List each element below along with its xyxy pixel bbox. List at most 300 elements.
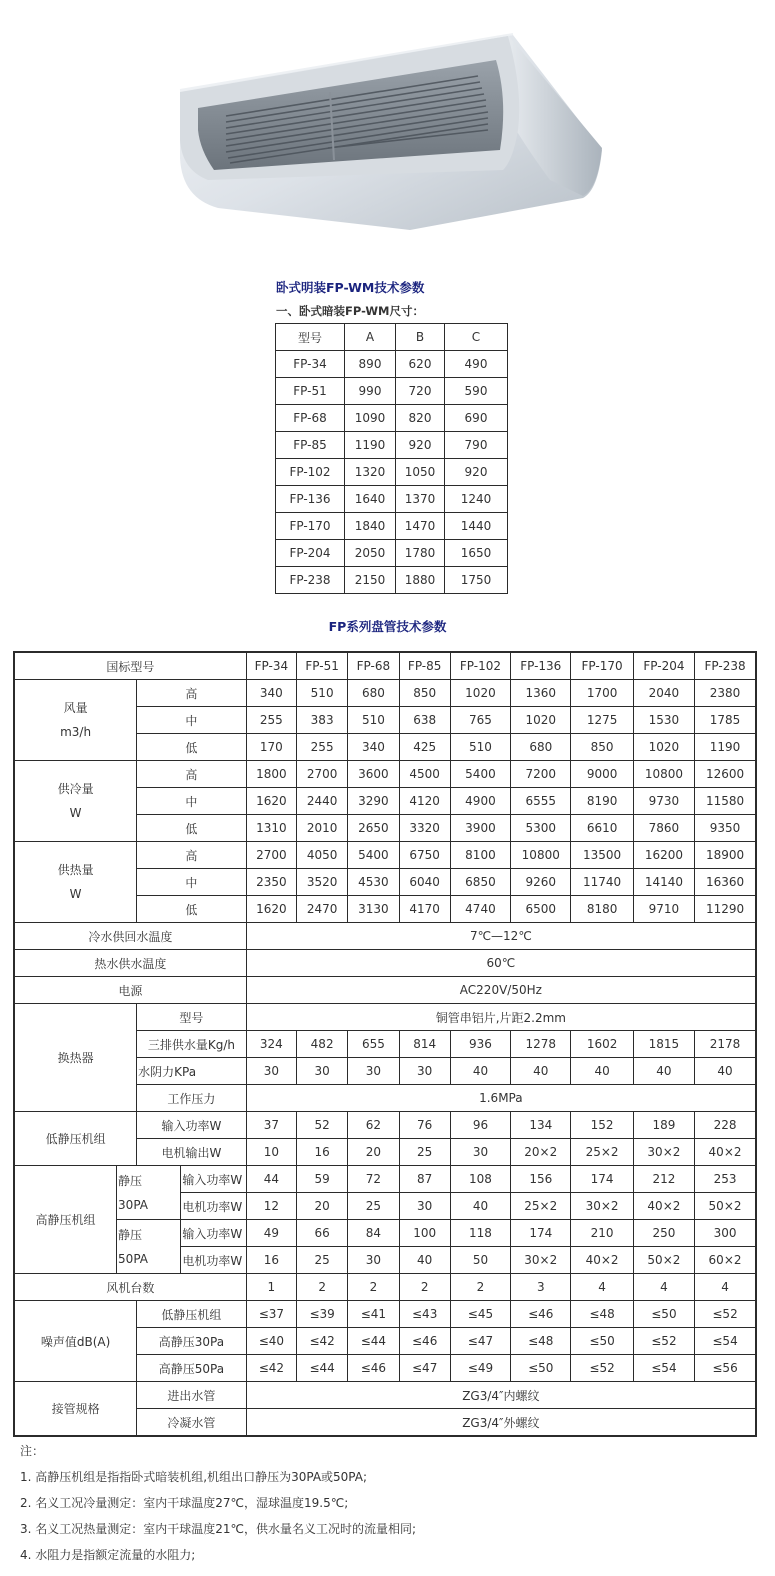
noise-value: ≤40	[246, 1328, 296, 1355]
airflow-value: 510	[297, 680, 348, 707]
heat-exchanger-label: 换热器	[14, 1004, 137, 1112]
cooling-capacity-value: 7200	[511, 761, 571, 788]
cooling-capacity-value: 7860	[633, 815, 694, 842]
working-pressure-label: 工作压力	[137, 1085, 247, 1112]
cooling-capacity-value: 9000	[571, 761, 633, 788]
water-flow-label: 三排供水量Kg/h	[137, 1031, 247, 1058]
motor-power-value: 30×2	[571, 1193, 633, 1220]
model-header-cell: FP-34	[246, 652, 296, 680]
input-power-value: 76	[399, 1112, 450, 1139]
dimension-cell: 1840	[345, 513, 396, 540]
water-flow-value: 482	[297, 1031, 348, 1058]
motor-output-value: 30×2	[633, 1139, 694, 1166]
fan-count-value: 2	[297, 1274, 348, 1301]
dimension-cell: 1050	[396, 459, 445, 486]
input-power-value: 300	[695, 1220, 756, 1247]
dimension-row	[276, 405, 508, 432]
dimension-cell: 1880	[396, 567, 445, 594]
condensate-pipe-value: ZG3/4″外螺纹	[246, 1409, 756, 1437]
noise-high-30pa-label: 高静压30Pa	[137, 1328, 247, 1355]
cooling-capacity-value: 1800	[246, 761, 296, 788]
airflow-value: 1700	[571, 680, 633, 707]
heating-capacity-value: 2470	[297, 896, 348, 923]
cooling-capacity-value: 6555	[511, 788, 571, 815]
model-header-cell: FP-85	[399, 652, 450, 680]
dimension-header-cell: A	[345, 324, 396, 351]
airflow-value: 680	[511, 734, 571, 761]
airflow-value: 425	[399, 734, 450, 761]
dimension-cell: 1320	[345, 459, 396, 486]
motor-power-value: 50×2	[695, 1193, 756, 1220]
water-resistance-value: 40	[511, 1058, 571, 1085]
dimension-row	[276, 459, 508, 486]
dimension-row	[276, 378, 508, 405]
input-power-label: 输入功率W	[137, 1112, 247, 1139]
cooling-capacity-value: 4120	[399, 788, 450, 815]
input-power-value: 156	[511, 1166, 571, 1193]
water-resistance-value: 30	[246, 1058, 296, 1085]
water-resistance-label: 水阴力KPa	[137, 1058, 247, 1085]
motor-output-value: 25	[399, 1139, 450, 1166]
model-header-cell: FP-170	[571, 652, 633, 680]
speed-level-label: 高	[137, 761, 247, 788]
input-power-value: 37	[246, 1112, 296, 1139]
airflow-value: 1530	[633, 707, 694, 734]
dimension-cell: 890	[345, 351, 396, 378]
dimension-cell: 620	[396, 351, 445, 378]
motor-power-label: 电机功率W	[181, 1247, 246, 1274]
dimension-row	[276, 540, 508, 567]
dimension-cell: 2050	[345, 540, 396, 567]
motor-power-value: 20	[297, 1193, 348, 1220]
cooling-capacity-value: 3290	[348, 788, 399, 815]
heating-capacity-value: 4740	[450, 896, 510, 923]
noise-value: ≤49	[450, 1355, 510, 1382]
working-pressure-value: 1.6MPa	[246, 1085, 756, 1112]
input-power-label: 输入功率W	[181, 1220, 246, 1247]
dimension-cell: 1090	[345, 405, 396, 432]
noise-value: ≤47	[450, 1328, 510, 1355]
motor-power-value: 50	[450, 1247, 510, 1274]
dimension-cell: FP-85	[276, 432, 345, 459]
motor-output-value: 20	[348, 1139, 399, 1166]
water-flow-value: 1278	[511, 1031, 571, 1058]
airflow-value: 510	[450, 734, 510, 761]
noise-low-static-label: 低静压机组	[137, 1301, 247, 1328]
motor-power-value: 25×2	[511, 1193, 571, 1220]
inout-pipe-label: 进出水管	[137, 1382, 247, 1409]
airflow-value: 765	[450, 707, 510, 734]
noise-value: ≤46	[511, 1301, 571, 1328]
dimension-cell: 1650	[445, 540, 508, 567]
input-power-value: 118	[450, 1220, 510, 1247]
noise-value: ≤54	[695, 1328, 756, 1355]
notes-section	[20, 1438, 760, 1568]
input-power-value: 49	[246, 1220, 296, 1247]
input-power-value: 212	[633, 1166, 694, 1193]
speed-level-label: 高	[137, 842, 247, 869]
heating-capacity-value: 9710	[633, 896, 694, 923]
airflow-value: 1360	[511, 680, 571, 707]
dimension-cell: 820	[396, 405, 445, 432]
input-power-value: 52	[297, 1112, 348, 1139]
cooling-capacity-value: 8190	[571, 788, 633, 815]
cooling-capacity-value: 2440	[297, 788, 348, 815]
model-header-label: 国标型号	[14, 652, 246, 680]
heating-capacity-value: 11740	[571, 869, 633, 896]
dimension-header-cell: 型号	[276, 324, 345, 351]
heating-capacity-label: 供热量 W	[14, 842, 137, 923]
dimension-row	[276, 513, 508, 540]
fan-count-row	[14, 1274, 756, 1301]
dimension-cell: 1370	[396, 486, 445, 513]
water-resistance-value: 40	[571, 1058, 633, 1085]
note-line: 注：	[20, 1444, 45, 1458]
noise-value: ≤46	[348, 1355, 399, 1382]
power-supply-value: AC220V/50Hz	[246, 977, 756, 1004]
noise-value: ≤52	[695, 1301, 756, 1328]
cooling-capacity-value: 1620	[246, 788, 296, 815]
input-power-value: 84	[348, 1220, 399, 1247]
noise-value: ≤41	[348, 1301, 399, 1328]
cold-water-temp-label: 冷水供回水温度	[14, 923, 246, 950]
condensate-pipe-label: 冷凝水管	[137, 1409, 247, 1437]
cooling-capacity-value: 5300	[511, 815, 571, 842]
heating-capacity-value: 4170	[399, 896, 450, 923]
water-resistance-value: 30	[297, 1058, 348, 1085]
inout-pipe-value: ZG3/4″内螺纹	[246, 1382, 756, 1409]
noise-value: ≤39	[297, 1301, 348, 1328]
hot-water-temp-row	[14, 950, 756, 977]
fan-coil-unit-image	[178, 30, 603, 232]
motor-output-value: 20×2	[511, 1139, 571, 1166]
model-header-cell: FP-136	[511, 652, 571, 680]
fan-count-value: 2	[399, 1274, 450, 1301]
motor-output-value: 40×2	[695, 1139, 756, 1166]
input-power-value: 100	[399, 1220, 450, 1247]
dimension-cell: FP-68	[276, 405, 345, 432]
fan-count-value: 4	[695, 1274, 756, 1301]
airflow-value: 850	[571, 734, 633, 761]
noise-value: ≤50	[633, 1301, 694, 1328]
input-power-value: 210	[571, 1220, 633, 1247]
noise-value: ≤44	[297, 1355, 348, 1382]
airflow-value: 383	[297, 707, 348, 734]
high-static-row	[14, 1220, 756, 1247]
noise-value: ≤37	[246, 1301, 296, 1328]
speed-level-label: 中	[137, 707, 247, 734]
airflow-value: 680	[348, 680, 399, 707]
noise-value: ≤52	[571, 1355, 633, 1382]
cooling-capacity-value: 3320	[399, 815, 450, 842]
heating-capacity-value: 11290	[695, 896, 756, 923]
piping-label: 接管规格	[14, 1382, 137, 1437]
airflow-value: 340	[246, 680, 296, 707]
dimension-cell: 990	[345, 378, 396, 405]
cold-water-temp-value: 7℃—12℃	[246, 923, 756, 950]
dimension-cell: FP-204	[276, 540, 345, 567]
high-static-label: 高静压机组	[14, 1166, 117, 1274]
noise-label: 噪声值dB(A)	[14, 1301, 137, 1382]
input-power-value: 152	[571, 1112, 633, 1139]
heating-capacity-value: 18900	[695, 842, 756, 869]
cooling-capacity-label: 供冷量 W	[14, 761, 137, 842]
motor-output-value: 10	[246, 1139, 296, 1166]
cooling-capacity-value: 4900	[450, 788, 510, 815]
airflow-value: 1275	[571, 707, 633, 734]
water-flow-value: 324	[246, 1031, 296, 1058]
heating-capacity-value: 16360	[695, 869, 756, 896]
noise-value: ≤56	[695, 1355, 756, 1382]
dimension-cell: 1470	[396, 513, 445, 540]
heating-capacity-value: 3520	[297, 869, 348, 896]
noise-value: ≤48	[571, 1301, 633, 1328]
heating-capacity-value: 10800	[511, 842, 571, 869]
input-power-value: 174	[511, 1220, 571, 1247]
motor-power-value: 40×2	[633, 1193, 694, 1220]
dimension-header-row	[276, 324, 508, 351]
dimension-header-cell: C	[445, 324, 508, 351]
cooling-capacity-value: 2700	[297, 761, 348, 788]
cooling-capacity-value: 6610	[571, 815, 633, 842]
motor-power-value: 30	[399, 1193, 450, 1220]
dimension-cell: 720	[396, 378, 445, 405]
airflow-value: 1020	[450, 680, 510, 707]
heating-capacity-value: 2700	[246, 842, 296, 869]
dimension-cell: 490	[445, 351, 508, 378]
motor-power-value: 30	[348, 1247, 399, 1274]
heating-capacity-value: 6850	[450, 869, 510, 896]
water-flow-value: 814	[399, 1031, 450, 1058]
noise-value: ≤42	[297, 1328, 348, 1355]
low-static-label: 低静压机组	[14, 1112, 137, 1166]
input-power-value: 134	[511, 1112, 571, 1139]
heating-capacity-value: 5400	[348, 842, 399, 869]
noise-value: ≤42	[246, 1355, 296, 1382]
noise-value: ≤45	[450, 1301, 510, 1328]
noise-value: ≤43	[399, 1301, 450, 1328]
motor-power-value: 40	[399, 1247, 450, 1274]
heating-capacity-value: 16200	[633, 842, 694, 869]
water-flow-value: 936	[450, 1031, 510, 1058]
speed-level-label: 低	[137, 815, 247, 842]
heating-capacity-value: 6750	[399, 842, 450, 869]
model-header-cell: FP-204	[633, 652, 694, 680]
cooling-capacity-value: 2650	[348, 815, 399, 842]
exchanger-type-label: 型号	[137, 1004, 247, 1031]
fan-count-value: 4	[571, 1274, 633, 1301]
airflow-value: 2040	[633, 680, 694, 707]
power-supply-label: 电源	[14, 977, 246, 1004]
heating-capacity-value: 8100	[450, 842, 510, 869]
model-header-cell: FP-51	[297, 652, 348, 680]
fan-count-value: 4	[633, 1274, 694, 1301]
airflow-value: 850	[399, 680, 450, 707]
speed-level-label: 高	[137, 680, 247, 707]
water-resistance-value: 40	[633, 1058, 694, 1085]
cooling-capacity-value: 3600	[348, 761, 399, 788]
airflow-value: 170	[246, 734, 296, 761]
hot-water-temp-value: 60℃	[246, 950, 756, 977]
motor-power-value: 25	[348, 1193, 399, 1220]
cooling-capacity-value: 1310	[246, 815, 296, 842]
motor-power-value: 50×2	[633, 1247, 694, 1274]
airflow-value: 255	[297, 734, 348, 761]
dimension-subtitle: 一、卧式暗装FP-WM尺寸：	[276, 304, 424, 318]
motor-power-value: 25	[297, 1247, 348, 1274]
dimension-row	[276, 567, 508, 594]
input-power-value: 59	[297, 1166, 348, 1193]
cooling-capacity-value: 3900	[450, 815, 510, 842]
dimension-cell: FP-102	[276, 459, 345, 486]
dimension-cell: 690	[445, 405, 508, 432]
dimension-cell: FP-238	[276, 567, 345, 594]
airflow-label: 风量 m3/h	[14, 680, 137, 761]
input-power-value: 62	[348, 1112, 399, 1139]
airflow-value: 510	[348, 707, 399, 734]
fan-count-value: 2	[348, 1274, 399, 1301]
motor-power-value: 30×2	[511, 1247, 571, 1274]
airflow-value: 638	[399, 707, 450, 734]
exchanger-type-value: 铜管串铝片,片距2.2mm	[246, 1004, 756, 1031]
heat-exchanger-row	[14, 1004, 756, 1031]
dimension-cell: 2150	[345, 567, 396, 594]
heating-capacity-value: 3130	[348, 896, 399, 923]
dimension-header-cell: B	[396, 324, 445, 351]
model-header-cell: FP-238	[695, 652, 756, 680]
fan-count-value: 2	[450, 1274, 510, 1301]
water-resistance-value: 30	[399, 1058, 450, 1085]
motor-power-value: 40	[450, 1193, 510, 1220]
dimension-cell: FP-51	[276, 378, 345, 405]
heating-capacity-value: 1620	[246, 896, 296, 923]
airflow-value: 1190	[695, 734, 756, 761]
motor-output-label: 电机输出W	[137, 1139, 247, 1166]
note-line: 4. 水阻力是指额定流量的水阻力;	[20, 1548, 196, 1562]
input-power-value: 87	[399, 1166, 450, 1193]
speed-level-label: 低	[137, 896, 247, 923]
noise-value: ≤46	[399, 1328, 450, 1355]
dimension-cell: FP-136	[276, 486, 345, 513]
cooling-capacity-row	[14, 761, 756, 788]
input-power-value: 44	[246, 1166, 296, 1193]
cooling-capacity-value: 11580	[695, 788, 756, 815]
motor-power-value: 12	[246, 1193, 296, 1220]
dimension-cell: 1190	[345, 432, 396, 459]
noise-value: ≤54	[633, 1355, 694, 1382]
airflow-value: 255	[246, 707, 296, 734]
model-header-cell: FP-68	[348, 652, 399, 680]
dimension-row	[276, 351, 508, 378]
heating-capacity-value: 8180	[571, 896, 633, 923]
static-50pa-label: 静压 50PA	[117, 1220, 181, 1274]
coil-header-row	[14, 652, 756, 680]
heating-capacity-value: 4050	[297, 842, 348, 869]
dimension-cell: 920	[445, 459, 508, 486]
noise-row	[14, 1301, 756, 1328]
noise-value: ≤50	[511, 1355, 571, 1382]
high-static-row	[14, 1166, 756, 1193]
airflow-value: 1020	[633, 734, 694, 761]
cooling-capacity-value: 4500	[399, 761, 450, 788]
dimension-cell: 1750	[445, 567, 508, 594]
input-power-value: 96	[450, 1112, 510, 1139]
dimension-cell: FP-170	[276, 513, 345, 540]
cooling-capacity-value: 10800	[633, 761, 694, 788]
heating-capacity-value: 2350	[246, 869, 296, 896]
dimension-cell: 790	[445, 432, 508, 459]
input-power-value: 72	[348, 1166, 399, 1193]
cold-water-temp-row	[14, 923, 756, 950]
dimension-row	[276, 432, 508, 459]
input-power-value: 189	[633, 1112, 694, 1139]
motor-power-value: 16	[246, 1247, 296, 1274]
airflow-value: 1020	[511, 707, 571, 734]
heating-capacity-value: 13500	[571, 842, 633, 869]
dimension-table	[275, 323, 508, 594]
speed-level-label: 低	[137, 734, 247, 761]
power-supply-row	[14, 977, 756, 1004]
spec-title: 卧式明装FP-WM技术参数	[276, 280, 425, 295]
static-30pa-label: 静压 30PA	[117, 1166, 181, 1220]
input-power-value: 174	[571, 1166, 633, 1193]
noise-value: ≤47	[399, 1355, 450, 1382]
input-power-label: 输入功率W	[181, 1166, 246, 1193]
input-power-value: 228	[695, 1112, 756, 1139]
motor-output-value: 25×2	[571, 1139, 633, 1166]
heating-capacity-value: 9260	[511, 869, 571, 896]
cooling-capacity-value: 2010	[297, 815, 348, 842]
dimension-cell: 1640	[345, 486, 396, 513]
cooling-capacity-value: 5400	[450, 761, 510, 788]
cooling-capacity-value: 9730	[633, 788, 694, 815]
note-line: 1. 高静压机组是指指卧式暗装机组,机组出口静压为30PA或50PA;	[20, 1470, 368, 1484]
water-resistance-value: 40	[450, 1058, 510, 1085]
motor-power-value: 60×2	[695, 1247, 756, 1274]
coil-spec-title: FP系列盘管技术参数	[328, 619, 447, 634]
input-power-value: 108	[450, 1166, 510, 1193]
dimension-cell: FP-34	[276, 351, 345, 378]
noise-value: ≤48	[511, 1328, 571, 1355]
water-resistance-value: 40	[695, 1058, 756, 1085]
noise-high-50pa-label: 高静压50Pa	[137, 1355, 247, 1382]
heating-capacity-value: 4530	[348, 869, 399, 896]
airflow-row	[14, 680, 756, 707]
dimension-cell: 1440	[445, 513, 508, 540]
heating-capacity-value: 6500	[511, 896, 571, 923]
input-power-value: 253	[695, 1166, 756, 1193]
fan-count-value: 3	[511, 1274, 571, 1301]
cooling-capacity-value: 9350	[695, 815, 756, 842]
motor-power-value: 40×2	[571, 1247, 633, 1274]
water-flow-value: 1815	[633, 1031, 694, 1058]
note-line: 3. 名义工况热量测定：室内干球温度21℃，供水量名义工况时的流量相同;	[20, 1522, 417, 1536]
airflow-value: 2380	[695, 680, 756, 707]
speed-level-label: 中	[137, 869, 247, 896]
speed-level-label: 中	[137, 788, 247, 815]
airflow-value: 340	[348, 734, 399, 761]
water-flow-value: 2178	[695, 1031, 756, 1058]
coil-spec-table	[13, 651, 757, 1437]
dimension-cell: 920	[396, 432, 445, 459]
fan-count-label: 风机台数	[14, 1274, 246, 1301]
dimension-cell: 590	[445, 378, 508, 405]
note-line: 2. 名义工况冷量测定：室内干球温度27℃，湿球温度19.5℃;	[20, 1496, 349, 1510]
hot-water-temp-label: 热水供水温度	[14, 950, 246, 977]
piping-row	[14, 1382, 756, 1409]
model-header-cell: FP-102	[450, 652, 510, 680]
dimension-cell: 1240	[445, 486, 508, 513]
